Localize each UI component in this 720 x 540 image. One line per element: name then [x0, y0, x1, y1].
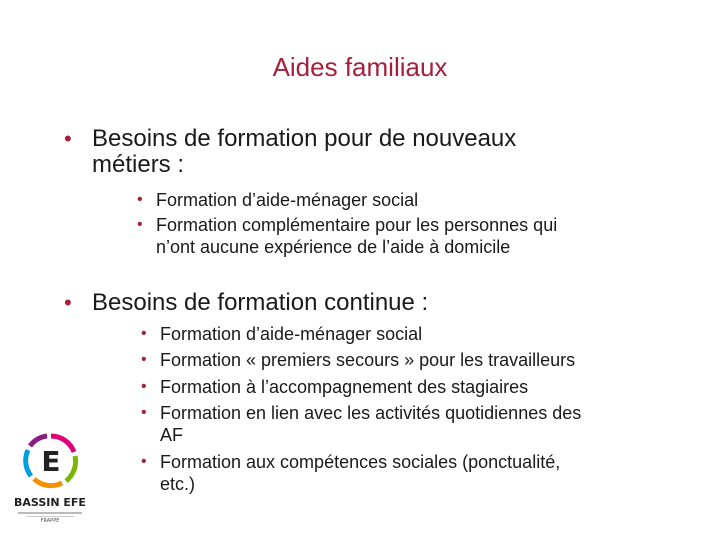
section-heading-line1: Besoins de formation pour de nouveaux — [92, 125, 517, 152]
bullet: • — [141, 351, 147, 368]
section-heading-line2: métiers : — [92, 151, 185, 178]
list-item — [137, 189, 418, 211]
logo-ring-icon — [22, 432, 80, 490]
list-item — [141, 451, 560, 495]
section-heading-line1: Besoins de formation continue : — [92, 289, 429, 316]
list-item — [137, 214, 557, 258]
bullet: • — [141, 378, 147, 395]
bullet: • — [141, 404, 147, 421]
slide-title: Aides familiaux — [272, 52, 448, 82]
list-item — [141, 402, 581, 446]
list-item-text: Formation en lien avec les activités quotidiennes des — [160, 403, 582, 423]
list-item — [141, 349, 575, 371]
list-item-text: Formation complémentaire pour les personnes qui — [156, 215, 558, 235]
bullet: • — [64, 290, 72, 315]
list-item-text: Formation aux compétences sociales (ponctualité, — [160, 452, 561, 472]
list-item-text: Formation à l’accompagnement des stagiaires — [160, 377, 529, 397]
logo-divider — [26, 516, 74, 517]
section-heading — [66, 126, 516, 178]
logo-divider — [18, 512, 82, 514]
list-item-text-cont: etc.) — [160, 474, 196, 494]
list-item-text: Formation d’aide-ménager social — [156, 190, 419, 210]
list-item — [141, 323, 422, 345]
logo-tagline: FRAPPE — [40, 518, 60, 524]
list-item-text: Formation d’aide-ménager social — [160, 324, 423, 344]
logo-letter: E — [41, 445, 61, 478]
bullet: • — [137, 191, 143, 208]
bullet: • — [141, 325, 147, 342]
list-item — [141, 376, 528, 398]
list-item-text-cont: n’ont aucune expérience de l’aide à domicile — [156, 237, 511, 257]
list-item-text: Formation « premiers secours » pour les travailleurs — [160, 350, 576, 370]
bullet: • — [137, 216, 143, 233]
list-item-text-cont: AF — [160, 425, 184, 445]
bullet: • — [64, 126, 72, 151]
section-heading — [66, 290, 428, 316]
bassin-efe-logo — [10, 432, 90, 528]
logo-name: BASSIN EFE — [14, 496, 86, 509]
bullet: • — [141, 453, 147, 470]
